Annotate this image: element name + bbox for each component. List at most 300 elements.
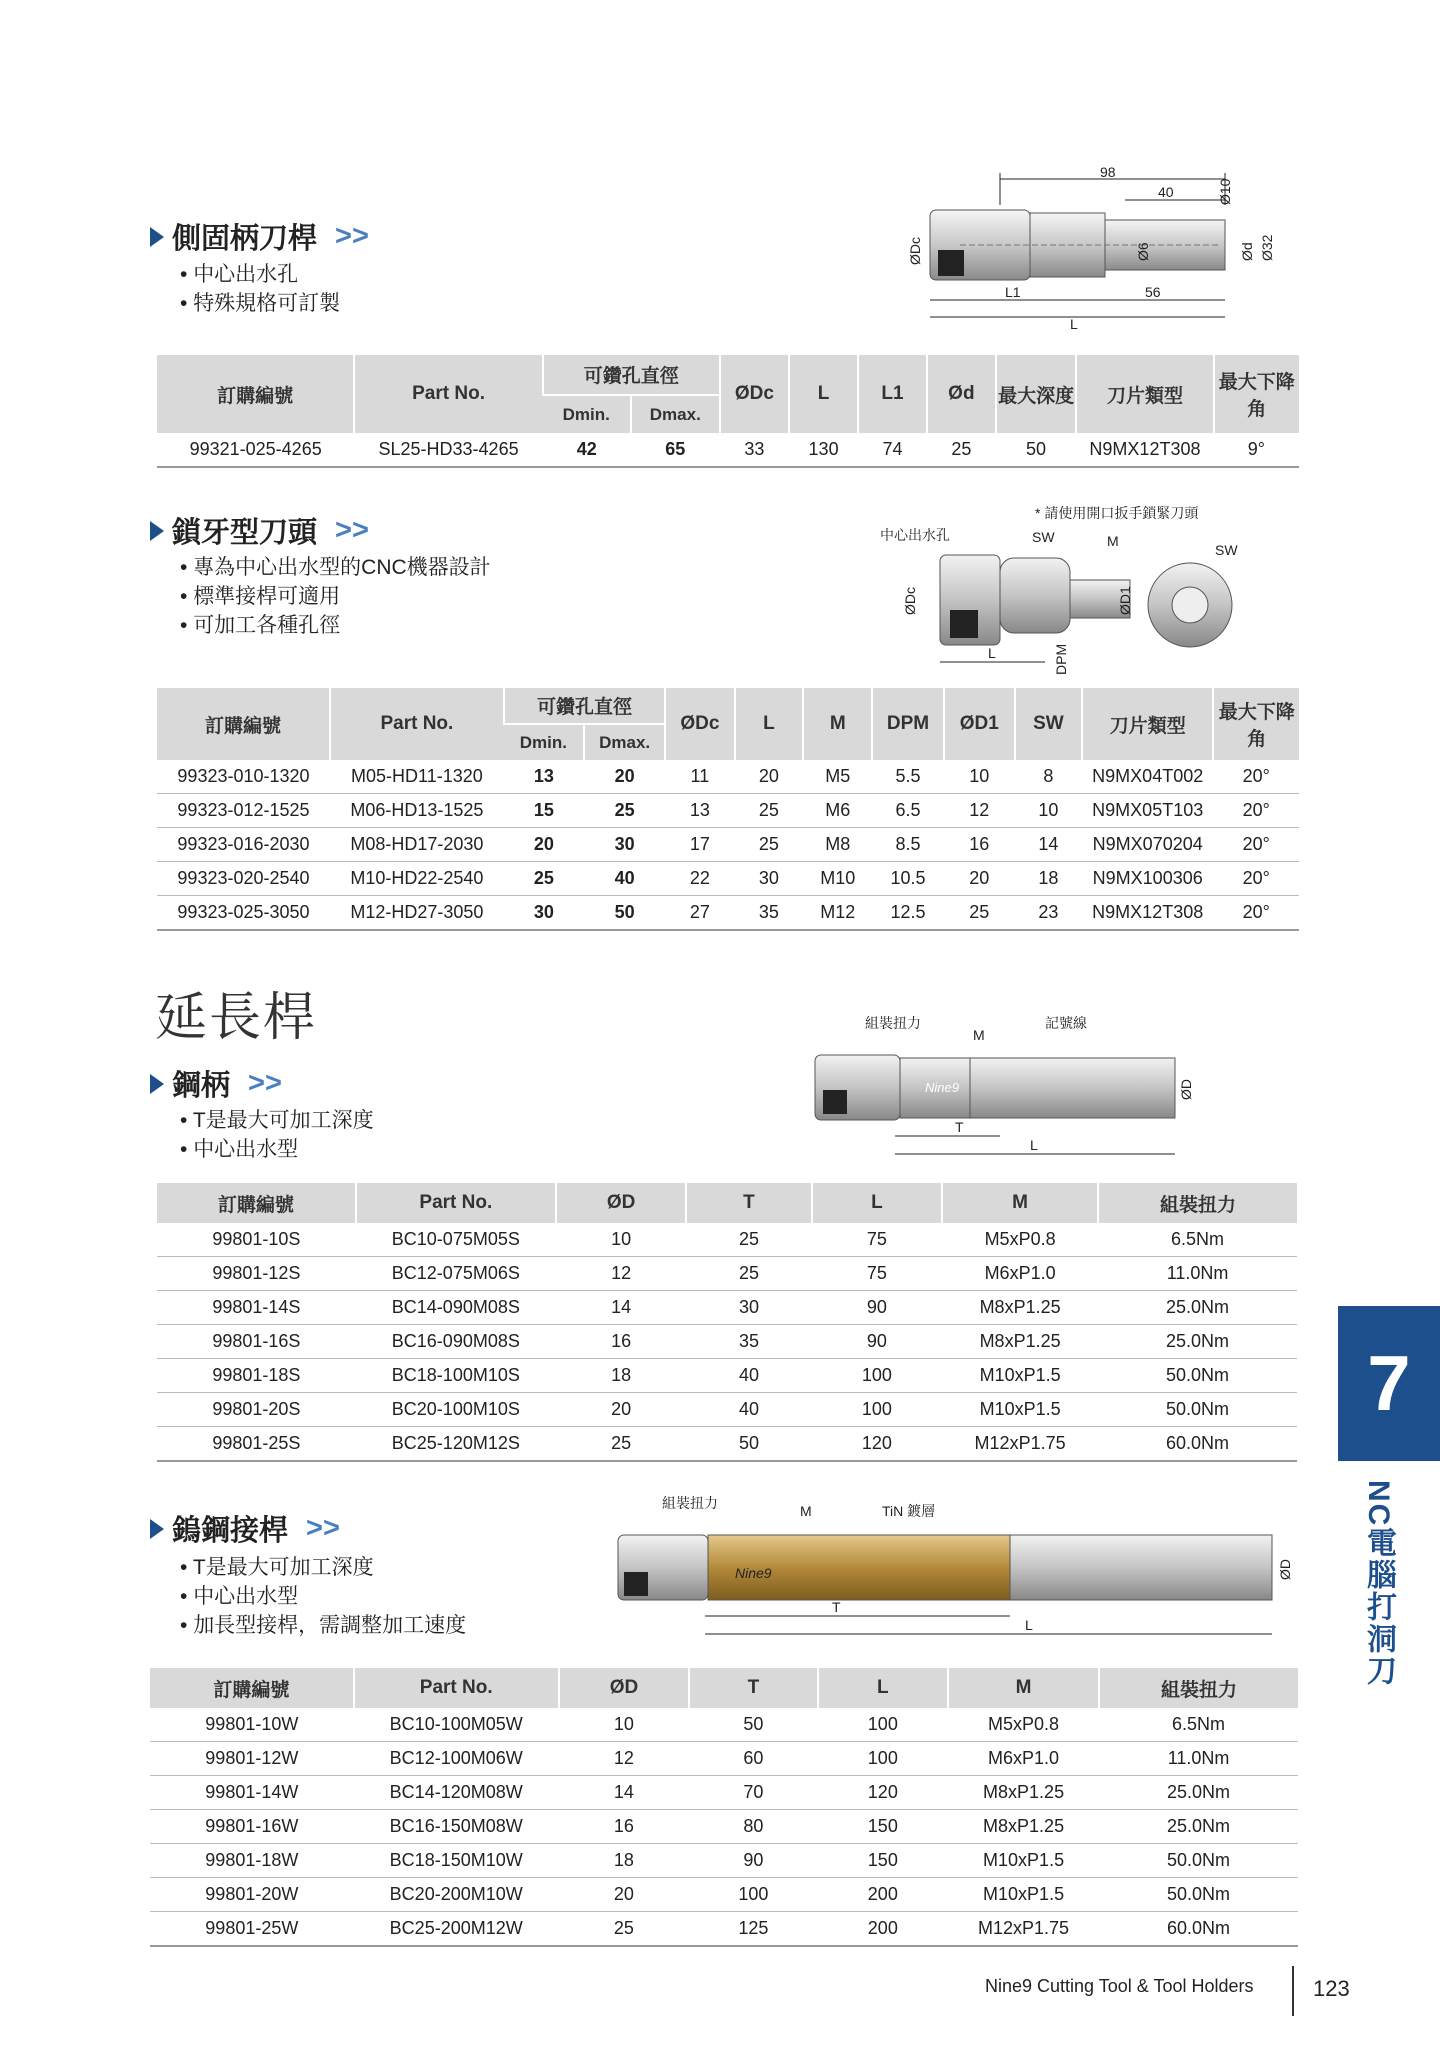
cell-dmax: 50 — [584, 896, 665, 931]
cell-insert: N9MX100306 — [1082, 862, 1213, 896]
cell-t: 100 — [689, 1878, 817, 1912]
dim-56: 56 — [1145, 284, 1161, 300]
arrow-marker: >> — [335, 220, 369, 252]
arrow-marker: >> — [306, 1512, 340, 1544]
cell-order-no: 99323-020-2540 — [157, 862, 330, 896]
col-d: Ød — [927, 355, 996, 433]
cell-torque: 50.0Nm — [1099, 1844, 1298, 1878]
carbide-shank-drawing — [610, 1490, 1300, 1650]
cell-order-no: 99801-10W — [150, 1708, 354, 1742]
cell-d: 10 — [559, 1708, 689, 1742]
note-wrench: * 請使用開口扳手鎖緊刀頭 — [1035, 505, 1199, 521]
cell-order-no: 99801-18W — [150, 1844, 354, 1878]
cell-d1: 25 — [944, 896, 1015, 931]
cell-t: 50 — [689, 1708, 817, 1742]
cell-l: 35 — [735, 896, 804, 931]
section-title-text: 鋼柄 — [172, 1070, 231, 1102]
col-order-no: 訂購編號 — [157, 1183, 356, 1223]
cell-t: 30 — [686, 1291, 811, 1325]
cell-t: 80 — [689, 1810, 817, 1844]
cell-part-no: BC25-200M12W — [354, 1912, 559, 1947]
col-l: L — [789, 355, 858, 433]
col-dc: ØDc — [720, 355, 789, 433]
cell-t: 40 — [686, 1393, 811, 1427]
feature-item: • 可加工各種孔徑 — [180, 611, 491, 640]
cell-sw: 10 — [1015, 794, 1082, 828]
table-row — [157, 1257, 1297, 1291]
cell-order-no: 99801-20W — [150, 1878, 354, 1912]
cell-d: 20 — [556, 1393, 686, 1427]
cell-d: 12 — [559, 1742, 689, 1776]
cell-torque: 60.0Nm — [1098, 1427, 1297, 1462]
dim-l: L — [988, 645, 996, 661]
col-l1: L1 — [858, 355, 927, 433]
triangle-bullet-icon — [150, 1074, 164, 1094]
cell-part-no: BC16-090M08S — [356, 1325, 556, 1359]
cell-l: 200 — [818, 1912, 948, 1947]
cell-t: 90 — [689, 1844, 817, 1878]
cell-part-no: BC14-090M08S — [356, 1291, 556, 1325]
col-m: M — [803, 688, 872, 760]
cell-l: 75 — [812, 1257, 942, 1291]
feature-item: • T是最大可加工深度 — [180, 1553, 466, 1582]
cell-l: 75 — [812, 1223, 942, 1257]
cell-dpm: 8.5 — [872, 828, 943, 862]
label-sw-side: SW — [1215, 542, 1238, 558]
feature-item: • 中心出水孔 — [180, 260, 340, 289]
col-dmin: Dmin. — [504, 724, 584, 760]
chapter-label: NC電腦打洞刀 — [1362, 1480, 1395, 1688]
cell-d: 20 — [559, 1878, 689, 1912]
col-dmax: Dmax. — [631, 395, 720, 433]
cell-sw: 8 — [1015, 760, 1082, 794]
label-m: M — [800, 1503, 812, 1519]
table-row — [157, 1291, 1297, 1325]
cell-angle: 20° — [1213, 760, 1299, 794]
cell-d: 25 — [556, 1427, 686, 1462]
cell-l: 150 — [818, 1844, 948, 1878]
dim-dpm: DPM — [1053, 643, 1069, 675]
cell-angle: 20° — [1213, 794, 1299, 828]
col-dmax: Dmax. — [584, 724, 665, 760]
cell-m: M5xP0.8 — [948, 1708, 1099, 1742]
label-m: M — [973, 1027, 985, 1043]
cell-part-no: BC20-200M10W — [354, 1878, 559, 1912]
cell-angle: 20° — [1213, 828, 1299, 862]
side-lock-holder-drawing — [900, 165, 1320, 335]
dim-d32: Ø32 — [1259, 234, 1275, 261]
feature-item: • T是最大可加工深度 — [180, 1106, 374, 1135]
cell-order-no: 99801-16S — [157, 1325, 356, 1359]
brand-logo-text: Nine9 — [925, 1080, 959, 1095]
footer-brand: Nine9 Cutting Tool & Tool Holders — [985, 1976, 1254, 1996]
col-order-no: 訂購編號 — [157, 355, 354, 433]
cell-torque: 50.0Nm — [1098, 1393, 1297, 1427]
cell-dmax: 40 — [584, 862, 665, 896]
cell-torque: 11.0Nm — [1098, 1257, 1297, 1291]
col-m: M — [942, 1183, 1098, 1223]
carbide-shank-table — [150, 1668, 1298, 1947]
cell-t: 25 — [686, 1257, 811, 1291]
triangle-bullet-icon — [150, 227, 164, 247]
cell-part-no: BC10-100M05W — [354, 1708, 559, 1742]
table-row — [150, 1878, 1298, 1912]
triangle-bullet-icon — [150, 1519, 164, 1539]
cell-t: 70 — [689, 1776, 817, 1810]
cell-dpm: 12.5 — [872, 896, 943, 931]
cell-angle: 20° — [1213, 896, 1299, 931]
col-max-depth: 最大深度 — [996, 355, 1076, 433]
dim-l: L — [1030, 1137, 1038, 1153]
cell-d: 25 — [559, 1912, 689, 1947]
cell-torque: 25.0Nm — [1098, 1325, 1297, 1359]
cell-dmin: 42 — [543, 433, 631, 467]
table-row — [157, 1359, 1297, 1393]
dim-d: ØD — [1277, 1559, 1293, 1580]
feature-list — [180, 260, 340, 318]
cell-d: 18 — [556, 1359, 686, 1393]
cell-insert: N9MX12T308 — [1076, 433, 1213, 467]
table-row — [150, 1776, 1298, 1810]
table-row — [150, 1912, 1298, 1947]
cell-dmin: 30 — [504, 896, 584, 931]
cell-dmin: 20 — [504, 828, 584, 862]
cell-dmin: 13 — [504, 760, 584, 794]
cell-m: M6xP1.0 — [942, 1257, 1098, 1291]
cell-l: 30 — [735, 862, 804, 896]
cell-m: M8xP1.25 — [948, 1776, 1099, 1810]
cell-torque: 25.0Nm — [1099, 1776, 1298, 1810]
cell-part-no: BC12-075M06S — [356, 1257, 556, 1291]
cell-part-no: BC18-150M10W — [354, 1844, 559, 1878]
col-dmin: Dmin. — [543, 395, 631, 433]
brand-logo-text: Nine9 — [735, 1565, 772, 1581]
section-title-text: 鎖牙型刀頭 — [172, 517, 318, 549]
cell-d: 14 — [556, 1291, 686, 1325]
threaded-head-table — [157, 688, 1299, 931]
cell-part-no: BC12-100M06W — [354, 1742, 559, 1776]
cell-order-no: 99801-12S — [157, 1257, 356, 1291]
col-torque: 組裝扭力 — [1099, 1668, 1298, 1708]
cell-order-no: 99323-012-1525 — [157, 794, 330, 828]
cell-sw: 14 — [1015, 828, 1082, 862]
cell-d1: 10 — [944, 760, 1015, 794]
col-d1: ØD1 — [944, 688, 1015, 760]
cell-torque: 25.0Nm — [1099, 1810, 1298, 1844]
cell-order-no: 99323-025-3050 — [157, 896, 330, 931]
cell-d: 25 — [927, 433, 996, 467]
dim-d10: Ø10 — [1217, 178, 1233, 205]
cell-t: 60 — [689, 1742, 817, 1776]
cell-part-no: BC14-120M08W — [354, 1776, 559, 1810]
cell-order-no: 99801-20S — [157, 1393, 356, 1427]
cell-order-no: 99323-010-1320 — [157, 760, 330, 794]
feature-list — [180, 553, 491, 640]
table-row — [157, 1393, 1297, 1427]
label-m: M — [1107, 533, 1119, 549]
section-title-text: 鎢鋼接桿 — [172, 1515, 289, 1547]
cell-l: 150 — [818, 1810, 948, 1844]
cell-dpm: 5.5 — [872, 760, 943, 794]
cell-l: 120 — [818, 1776, 948, 1810]
cell-m: M8xP1.25 — [948, 1810, 1099, 1844]
cell-part-no: BC25-120M12S — [356, 1427, 556, 1462]
table-row — [150, 1742, 1298, 1776]
cell-d1: 12 — [944, 794, 1015, 828]
cell-torque: 6.5Nm — [1098, 1223, 1297, 1257]
feature-list — [180, 1106, 374, 1164]
triangle-bullet-icon — [150, 521, 164, 541]
col-max-angle: 最大下降角 — [1213, 688, 1299, 760]
col-part-no: Part No. — [354, 355, 542, 433]
feature-item: • 標準接桿可適用 — [180, 582, 491, 611]
col-l: L — [735, 688, 804, 760]
cell-m: M10xP1.5 — [942, 1393, 1098, 1427]
table-row — [150, 1708, 1298, 1742]
cell-dmin: 25 — [504, 862, 584, 896]
feature-list — [180, 1553, 466, 1640]
cell-dpm: 6.5 — [872, 794, 943, 828]
col-l: L — [812, 1183, 942, 1223]
cell-sw: 18 — [1015, 862, 1082, 896]
cell-dmin: 15 — [504, 794, 584, 828]
section-title-carbide-shank — [150, 1508, 340, 1549]
cell-part-no: M10-HD22-2540 — [330, 862, 504, 896]
table-row — [157, 862, 1299, 896]
col-insert-type: 刀片類型 — [1082, 688, 1213, 760]
section-title-text: 側固柄刀桿 — [172, 223, 318, 255]
col-bore-diameter: 可鑽孔直徑 — [543, 355, 720, 395]
cell-l: 100 — [812, 1393, 942, 1427]
threaded-head-drawing — [870, 500, 1240, 680]
cell-part-no: M05-HD11-1320 — [330, 760, 504, 794]
label-torque: 組裝扭力 — [865, 1015, 921, 1031]
cell-insert: N9MX05T103 — [1082, 794, 1213, 828]
cell-insert: N9MX12T308 — [1082, 896, 1213, 931]
dim-d6: Ø6 — [1135, 242, 1151, 261]
table-row — [157, 1427, 1297, 1462]
cell-t: 35 — [686, 1325, 811, 1359]
table-row — [157, 896, 1299, 931]
cell-part-no: BC20-100M10S — [356, 1393, 556, 1427]
table-row — [157, 433, 1299, 467]
cell-part-no: BC16-150M08W — [354, 1810, 559, 1844]
cell-l: 90 — [812, 1291, 942, 1325]
cell-order-no: 99801-10S — [157, 1223, 356, 1257]
cell-d: 16 — [559, 1810, 689, 1844]
cell-dmax: 30 — [584, 828, 665, 862]
dim-dc: ØDc — [902, 587, 918, 615]
cell-d: 18 — [559, 1844, 689, 1878]
cell-m: M8 — [803, 828, 872, 862]
table-row — [157, 828, 1299, 862]
col-part-no: Part No. — [354, 1668, 559, 1708]
cell-d: 16 — [556, 1325, 686, 1359]
cell-insert: N9MX04T002 — [1082, 760, 1213, 794]
dim-l: L — [1070, 316, 1078, 332]
cell-order-no: 99801-25W — [150, 1912, 354, 1947]
dim-dd: Ød — [1239, 242, 1255, 261]
arrow-marker: >> — [248, 1067, 282, 1099]
cell-order-no: 99323-016-2030 — [157, 828, 330, 862]
cell-l1: 74 — [858, 433, 927, 467]
cell-m: M5 — [803, 760, 872, 794]
cell-m: M10xP1.5 — [948, 1844, 1099, 1878]
cell-dc: 13 — [665, 794, 734, 828]
dim-l1: L1 — [1005, 284, 1021, 300]
cell-part-no: M06-HD13-1525 — [330, 794, 504, 828]
col-order-no: 訂購編號 — [157, 688, 330, 760]
cell-dpm: 10.5 — [872, 862, 943, 896]
steel-shank-drawing — [805, 1010, 1205, 1170]
feature-item: • 中心出水型 — [180, 1135, 374, 1164]
cell-order-no: 99801-12W — [150, 1742, 354, 1776]
col-bore-diameter: 可鑽孔直徑 — [504, 688, 665, 724]
cell-sw: 23 — [1015, 896, 1082, 931]
feature-item: • 專為中心出水型的CNC機器設計 — [180, 553, 491, 582]
cell-m: M12 — [803, 896, 872, 931]
cell-part-no: BC18-100M10S — [356, 1359, 556, 1393]
cell-l: 100 — [812, 1359, 942, 1393]
table-row — [157, 794, 1299, 828]
label-sw: SW — [1032, 529, 1055, 545]
table-row — [157, 1325, 1297, 1359]
page-main-title: 延長桿 — [155, 989, 318, 1047]
cell-dc: 33 — [720, 433, 789, 467]
cell-dmax: 20 — [584, 760, 665, 794]
cell-m: M12xP1.75 — [942, 1427, 1098, 1462]
cell-l: 100 — [818, 1742, 948, 1776]
col-part-no: Part No. — [330, 688, 504, 760]
cell-m: M6xP1.0 — [948, 1742, 1099, 1776]
cell-part-no: M12-HD27-3050 — [330, 896, 504, 931]
cell-m: M10 — [803, 862, 872, 896]
cell-m: M10xP1.5 — [948, 1878, 1099, 1912]
cell-m: M8xP1.25 — [942, 1291, 1098, 1325]
section-title-steel-shank — [150, 1063, 282, 1104]
cell-m: M10xP1.5 — [942, 1359, 1098, 1393]
cell-m: M6 — [803, 794, 872, 828]
cell-insert: N9MX070204 — [1082, 828, 1213, 862]
dim-t: T — [832, 1599, 841, 1615]
arrow-marker: >> — [335, 514, 369, 546]
dim-dc: ØDc — [907, 237, 923, 265]
dim-l: L — [1025, 1617, 1033, 1633]
cell-dc: 27 — [665, 896, 734, 931]
cell-d: 10 — [556, 1223, 686, 1257]
dim-d: ØD — [1178, 1079, 1194, 1100]
dim-40: 40 — [1158, 184, 1174, 200]
cell-depth: 50 — [996, 433, 1076, 467]
feature-item: • 特殊規格可訂製 — [180, 289, 340, 318]
cell-t: 40 — [686, 1359, 811, 1393]
cell-t: 50 — [686, 1427, 811, 1462]
cell-order-no: 99801-25S — [157, 1427, 356, 1462]
cell-part-no: BC10-075M05S — [356, 1223, 556, 1257]
section-title-threaded-head — [150, 510, 369, 551]
cell-order-no: 99801-14W — [150, 1776, 354, 1810]
cell-t: 125 — [689, 1912, 817, 1947]
col-d: ØD — [559, 1668, 689, 1708]
cell-torque: 6.5Nm — [1099, 1708, 1298, 1742]
cell-d: 12 — [556, 1257, 686, 1291]
cell-order-no: 99801-16W — [150, 1810, 354, 1844]
col-t: T — [686, 1183, 811, 1223]
cell-l: 120 — [812, 1427, 942, 1462]
cell-l: 25 — [735, 794, 804, 828]
cell-angle: 9° — [1214, 433, 1299, 467]
cell-t: 25 — [686, 1223, 811, 1257]
col-torque: 組裝扭力 — [1098, 1183, 1297, 1223]
cell-dmax: 65 — [631, 433, 720, 467]
col-insert-type: 刀片類型 — [1076, 355, 1213, 433]
cell-order-no: 99801-18S — [157, 1359, 356, 1393]
cell-m: M8xP1.25 — [942, 1325, 1098, 1359]
steel-shank-table — [157, 1183, 1297, 1462]
cell-l: 200 — [818, 1878, 948, 1912]
dim-t: T — [955, 1119, 964, 1135]
cell-l: 130 — [789, 433, 858, 467]
table-row — [150, 1844, 1298, 1878]
cell-dmax: 25 — [584, 794, 665, 828]
label-tin-coating: TiN 鍍層 — [882, 1503, 936, 1519]
cell-torque: 25.0Nm — [1098, 1291, 1297, 1325]
col-sw: SW — [1015, 688, 1082, 760]
cell-order-no: 99801-14S — [157, 1291, 356, 1325]
cell-d1: 16 — [944, 828, 1015, 862]
side-lock-holder-table — [157, 355, 1299, 468]
cell-m: M5xP0.8 — [942, 1223, 1098, 1257]
table-row — [157, 760, 1299, 794]
label-mark-line: 記號線 — [1045, 1015, 1087, 1031]
col-order-no: 訂購編號 — [150, 1668, 354, 1708]
col-t: T — [689, 1668, 817, 1708]
col-dpm: DPM — [872, 688, 943, 760]
cell-torque: 50.0Nm — [1099, 1878, 1298, 1912]
col-m: M — [948, 1668, 1099, 1708]
cell-dc: 11 — [665, 760, 734, 794]
col-d: ØD — [556, 1183, 686, 1223]
section-title-side-lock-holder — [150, 216, 369, 257]
cell-torque: 60.0Nm — [1099, 1912, 1298, 1947]
table-row — [157, 1223, 1297, 1257]
cell-l: 25 — [735, 828, 804, 862]
chapter-number: 7 — [1367, 1339, 1411, 1427]
col-max-angle: 最大下降角 — [1214, 355, 1299, 433]
table-row — [150, 1810, 1298, 1844]
dim-d1: ØD1 — [1117, 586, 1133, 615]
cell-dc: 17 — [665, 828, 734, 862]
cell-d: 14 — [559, 1776, 689, 1810]
cell-m: M12xP1.75 — [948, 1912, 1099, 1947]
cell-dc: 22 — [665, 862, 734, 896]
cell-part-no: M08-HD17-2030 — [330, 828, 504, 862]
label-torque: 組裝扭力 — [662, 1495, 718, 1511]
page-number: 123 — [1313, 1976, 1350, 2001]
col-part-no: Part No. — [356, 1183, 556, 1223]
feature-item: • 中心出水型 — [180, 1582, 466, 1611]
cell-part-no: SL25-HD33-4265 — [354, 433, 542, 467]
cell-l: 100 — [818, 1708, 948, 1742]
cell-order-no: 99321-025-4265 — [157, 433, 354, 467]
cell-l: 90 — [812, 1325, 942, 1359]
cell-angle: 20° — [1213, 862, 1299, 896]
cell-torque: 11.0Nm — [1099, 1742, 1298, 1776]
cell-torque: 50.0Nm — [1098, 1359, 1297, 1393]
col-dc: ØDc — [665, 688, 734, 760]
feature-item: • 加長型接桿，需調整加工速度 — [180, 1611, 466, 1640]
label-water-hole: 中心出水孔 — [880, 527, 950, 543]
